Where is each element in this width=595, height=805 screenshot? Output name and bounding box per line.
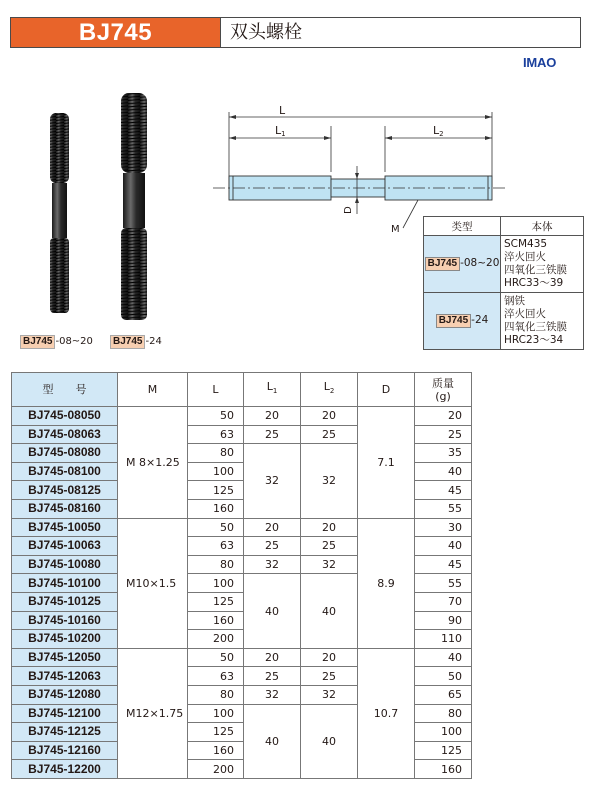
- model-cell: BJ745-10063: [12, 537, 118, 556]
- mass-cell: 30: [415, 518, 472, 537]
- material-line: 四氧化三铁膜: [504, 264, 567, 276]
- length-cell: 125: [188, 592, 244, 611]
- dim-L1-label: L: [275, 124, 282, 137]
- photo-tag-chip: BJ745: [110, 335, 145, 349]
- col-header-l: L: [188, 373, 244, 407]
- thread-cell: M12×1.75: [118, 648, 188, 778]
- large-stud-image: [121, 93, 147, 320]
- model-cell: BJ745-12050: [12, 648, 118, 667]
- model-cell: BJ745-12100: [12, 704, 118, 723]
- l1-cell: 25: [244, 537, 301, 556]
- col-header-l1-main: L: [266, 380, 273, 394]
- l1-cell: 32: [244, 685, 301, 704]
- model-suffix: -24: [471, 314, 489, 326]
- model-cell: BJ745-10200: [12, 630, 118, 649]
- length-cell: 200: [188, 630, 244, 649]
- photo-tag-chip: BJ745: [20, 335, 55, 349]
- length-cell: 80: [188, 555, 244, 574]
- mass-cell: 40: [415, 648, 472, 667]
- l2-cell: 25: [301, 425, 358, 444]
- model-cell: BJ745-08160: [12, 499, 118, 518]
- dim-L2-label: L: [433, 124, 440, 137]
- mass-cell: 45: [415, 555, 472, 574]
- model-cell: BJ745-08050: [12, 407, 118, 426]
- title-divider: [220, 18, 221, 47]
- model-cell: BJ745-12160: [12, 741, 118, 760]
- col-header-l2: [301, 373, 358, 407]
- material-table: [423, 216, 584, 350]
- table-row: [12, 648, 472, 667]
- thread-cell: M10×1.5: [118, 518, 188, 648]
- material-type-cell: [424, 293, 501, 350]
- material-line: HRC23～34: [504, 334, 564, 346]
- model-cell: BJ745-08125: [12, 481, 118, 500]
- l2-cell: 40: [301, 704, 358, 778]
- length-cell: 63: [188, 537, 244, 556]
- l2-cell: 40: [301, 574, 358, 648]
- length-cell: 50: [188, 518, 244, 537]
- model-cell: BJ745-12063: [12, 667, 118, 686]
- material-line: 钢铁: [504, 295, 525, 307]
- model-chip: BJ745: [436, 314, 471, 328]
- model-cell: BJ745-12080: [12, 685, 118, 704]
- product-code: BJ745: [11, 18, 220, 47]
- mass-cell: 100: [415, 723, 472, 742]
- l2-cell: 32: [301, 685, 358, 704]
- d-cell: 7.1: [358, 407, 415, 519]
- l1-cell: 40: [244, 574, 301, 648]
- mass-cell: 90: [415, 611, 472, 630]
- svg-text:L1: [275, 124, 286, 138]
- mass-cell: 45: [415, 481, 472, 500]
- length-cell: 50: [188, 648, 244, 667]
- mass-cell: 65: [415, 685, 472, 704]
- photo-tag-suffix: -24: [145, 336, 162, 347]
- mass-cell: 40: [415, 537, 472, 556]
- dim-L1-sub: 1: [281, 130, 286, 138]
- col-header-d: D: [358, 373, 415, 407]
- l2-cell: 20: [301, 648, 358, 667]
- spec-table: [11, 372, 472, 779]
- l1-cell: 32: [244, 555, 301, 574]
- dim-L2-sub: 2: [439, 130, 444, 138]
- svg-text:L2: [433, 124, 444, 138]
- material-line: HRC33～39: [504, 277, 564, 289]
- col-header-l1: [244, 373, 301, 407]
- mass-cell: 40: [415, 462, 472, 481]
- mass-cell: 25: [415, 425, 472, 444]
- length-cell: 80: [188, 685, 244, 704]
- l1-cell: 20: [244, 407, 301, 426]
- l1-cell: 25: [244, 667, 301, 686]
- l1-cell: 20: [244, 648, 301, 667]
- length-cell: 125: [188, 723, 244, 742]
- mass-cell: 55: [415, 574, 472, 593]
- mass-cell: 70: [415, 592, 472, 611]
- col-header-m: M: [118, 373, 188, 407]
- model-chip: BJ745: [425, 257, 460, 271]
- length-cell: 63: [188, 425, 244, 444]
- length-cell: 63: [188, 667, 244, 686]
- dim-L-label: L: [279, 104, 286, 117]
- thread-cell: M 8×1.25: [118, 407, 188, 519]
- product-name: 双头螺栓: [230, 22, 302, 43]
- col-header-model: 型 号: [12, 373, 118, 407]
- model-cell: BJ745-10160: [12, 611, 118, 630]
- photo-tag-suffix: -08~20: [55, 336, 93, 347]
- material-line: 淬火回火: [504, 251, 546, 263]
- photo-tag-large: [110, 335, 162, 349]
- dim-D-label: D: [343, 206, 354, 214]
- model-cell: BJ745-12125: [12, 723, 118, 742]
- material-line: SCM435: [504, 238, 548, 250]
- length-cell: 100: [188, 574, 244, 593]
- material-line: 淬火回火: [504, 308, 546, 320]
- model-cell: BJ745-10125: [12, 592, 118, 611]
- model-cell: BJ745-10100: [12, 574, 118, 593]
- l2-cell: 32: [301, 444, 358, 518]
- small-stud-image: [50, 113, 69, 313]
- model-cell: BJ745-10050: [12, 518, 118, 537]
- l1-cell: 25: [244, 425, 301, 444]
- material-row: [424, 236, 584, 293]
- length-cell: 100: [188, 704, 244, 723]
- length-cell: 50: [188, 407, 244, 426]
- col-header-l1-sub: 1: [272, 387, 278, 396]
- table-row: [12, 407, 472, 426]
- l2-cell: 20: [301, 407, 358, 426]
- material-spec-cell: [501, 293, 584, 350]
- material-type-cell: [424, 236, 501, 293]
- brand-logo: IMAO: [523, 55, 557, 70]
- mass-cell: 20: [415, 407, 472, 426]
- length-cell: 160: [188, 611, 244, 630]
- mass-cell: 50: [415, 667, 472, 686]
- d-cell: 10.7: [358, 648, 415, 778]
- mass-cell: 55: [415, 499, 472, 518]
- length-cell: 100: [188, 462, 244, 481]
- l1-cell: 40: [244, 704, 301, 778]
- length-cell: 160: [188, 741, 244, 760]
- material-line: 四氧化三铁膜: [504, 321, 567, 333]
- length-cell: 80: [188, 444, 244, 463]
- length-cell: 125: [188, 481, 244, 500]
- length-cell: 160: [188, 499, 244, 518]
- model-cell: BJ745-08100: [12, 462, 118, 481]
- material-row: [424, 293, 584, 350]
- l2-cell: 25: [301, 537, 358, 556]
- product-photo: [8, 85, 198, 350]
- material-header-type: 类型: [424, 217, 501, 236]
- d-cell: 8.9: [358, 518, 415, 648]
- col-header-l2-main: L: [323, 380, 330, 394]
- l1-cell: 20: [244, 518, 301, 537]
- model-cell: BJ745-08080: [12, 444, 118, 463]
- model-cell: BJ745-12200: [12, 760, 118, 779]
- col-header-mass-label: 质量: [432, 376, 454, 390]
- material-header-body: 本体: [501, 217, 584, 236]
- dim-M-label: M: [391, 224, 400, 235]
- model-cell: BJ745-08063: [12, 425, 118, 444]
- l2-cell: 20: [301, 518, 358, 537]
- mass-cell: 125: [415, 741, 472, 760]
- title-bar: [10, 17, 581, 48]
- l1-cell: 32: [244, 444, 301, 518]
- model-suffix: -08~20: [460, 257, 500, 269]
- l2-cell: 25: [301, 667, 358, 686]
- model-cell: BJ745-10080: [12, 555, 118, 574]
- table-row: [12, 518, 472, 537]
- material-spec-cell: [501, 236, 584, 293]
- photo-tag-small: [20, 335, 93, 349]
- col-header-mass: [415, 373, 472, 407]
- mass-cell: 35: [415, 444, 472, 463]
- col-header-l2-sub: 2: [329, 387, 335, 396]
- length-cell: 200: [188, 760, 244, 779]
- col-header-mass-unit: (g): [435, 389, 451, 403]
- mass-cell: 110: [415, 630, 472, 649]
- l2-cell: 32: [301, 555, 358, 574]
- mass-cell: 160: [415, 760, 472, 779]
- mass-cell: 80: [415, 704, 472, 723]
